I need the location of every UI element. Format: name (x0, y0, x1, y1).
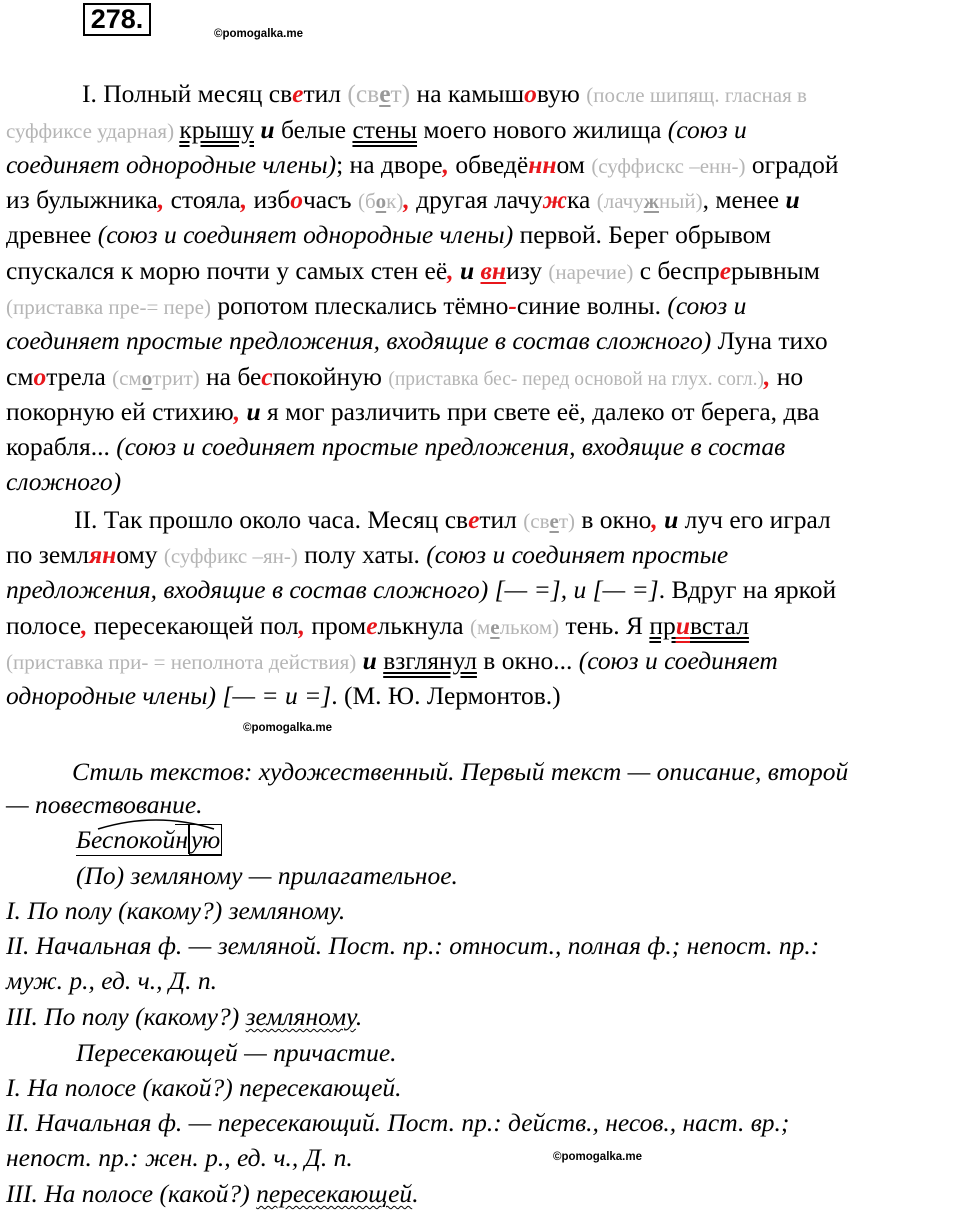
text1-line-2: суффиксе ударная) крышу и белые стены моего нового жилища (союз и (6, 115, 747, 144)
text1-line-1: I. Полный месяц светил (свет) на камышовую (после шипящ. гласная в (82, 79, 807, 108)
text1-line-4: из булыжника, стояла, избочасъ (бок), другая лачужка (лачужный), менее и (6, 185, 800, 214)
analysis-line: муж. р., ед. ч., Д. п. (6, 966, 218, 995)
analysis-line: II. Начальная ф. — пересекающий. Пост. пр.: действ., несов., наст. вр.; (6, 1108, 790, 1137)
watermark: ©pomogalka.me (553, 1151, 642, 1163)
analysis-line: III. По полу (какому?) земляному. (6, 1002, 363, 1031)
text1-line-8: соединяет простые предложения, входящие в состав сложного) Луна тихо (6, 326, 828, 355)
morph-prefix-root: Беспокойн (76, 825, 189, 856)
watermark: ©pomogalka.me (214, 28, 303, 40)
text1-line-11: корабля... (союз и соединяет простые предложения, входящие в состав (6, 432, 786, 461)
morph-ending-box: ую (190, 825, 221, 854)
analysis-line: I. По полу (какому?) земляному. (6, 896, 346, 925)
morphemic-analysis-word (76, 825, 222, 856)
watermark: ©pomogalka.me (243, 722, 332, 734)
text1-line-12: сложного) (6, 467, 122, 496)
text2-line-1: II. Так прошло около часа. Месяц светил (свет) в окно, и луч его играл (74, 505, 831, 534)
text1-line-6: спускался к морю почти у самых стен её, и внизу (наречие) с беспрерывным (6, 256, 820, 285)
analysis-line: непост. пр.: жен. р., ед. ч., Д. п. (6, 1143, 353, 1172)
text1-line-5: древнее (союз и соединяет однородные члены) первой. Берег обрывом (6, 220, 772, 249)
text1-line-9: смотрела (смотрит) на беспокойную (приставка бес- перед основой на глух. согл.), но (6, 362, 804, 391)
analysis-line: Пересекающей — причастие. (76, 1038, 397, 1067)
analysis-line: III. На полосе (какой?) пересекающей. (6, 1179, 419, 1208)
analysis-line: II. Начальная ф. — земляной. Пост. пр.: относит., полная ф.; непост. пр.: (6, 931, 820, 960)
text1-line-7: (приставка пре-= пере) ропотом плескались тёмно-синие волны. (союз и (6, 291, 747, 320)
analysis-line: I. На полосе (какой?) пересекающей. (6, 1073, 402, 1102)
text1-line-3: соединяет однородные члены); на дворе, обведённом (суффискс –енн-) оградой (6, 150, 839, 179)
text2-line-4: полосе, пересекающей пол, промелькнула (мельком) тень. Я привстал (6, 611, 749, 640)
exercise-number: 278. (83, 3, 151, 36)
text1-line-10: покорную ей стихию, и я мог различить при свете её, далеко от берега, два (6, 397, 820, 426)
style-line-2: — повествование. (6, 790, 203, 819)
root-arc-icon (96, 817, 216, 831)
style-line-1: Стиль текстов: художественный. Первый текст — описание, второй (72, 757, 849, 786)
text2-line-3: предложения, входящие в состав сложного) [— =], и [— =]. Вдруг на яркой (6, 575, 837, 604)
analysis-line: (По) земляному — прилагательное. (76, 861, 458, 890)
text2-line-2: по земляному (суффикс –ян-) полу хаты. (союз и соединяет простые (6, 540, 729, 569)
text2-line-5: (приставка при- = неполнота действия) и взглянул в окно... (союз и соединяет (6, 646, 778, 675)
text2-line-6: однородные члены) [— = и =]. (М. Ю. Лермонтов.) (6, 681, 561, 710)
